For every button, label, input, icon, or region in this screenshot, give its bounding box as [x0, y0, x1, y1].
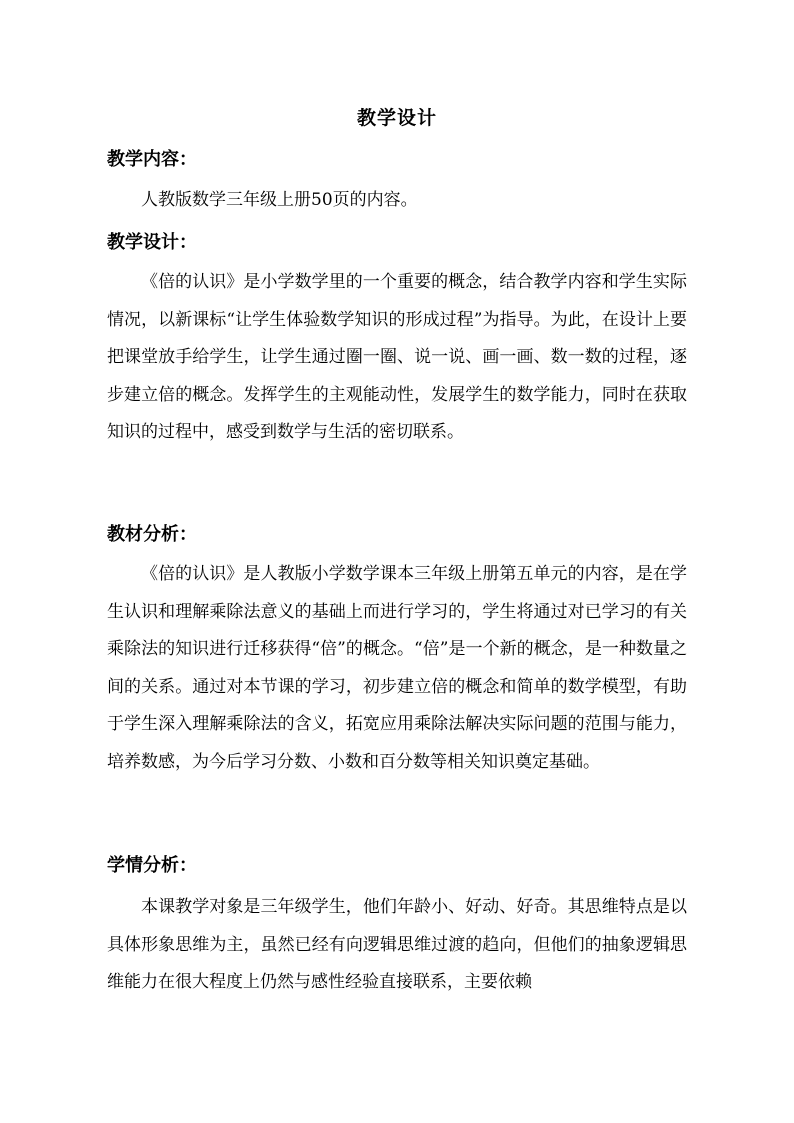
- paragraph-teaching-design: 《倍的认识》是小学数学里的一个重要的概念，结合教学内容和学生实际情况，以新课标“让学生体验数学知识的形成过程”为指导。为此，在设计上要把课堂放手给学生，让学生通过圈一圈、说一说、画一画、数一数的过程，逐步建立倍的概念。发挥学生的主观能动性，发展学生的数学能力，同时在获取知识的过程中，感受到数学与生活的密切联系。: [107, 272, 687, 442]
- section-heading-teaching-content: 教学内容：: [107, 149, 197, 170]
- document-title: 教学设计: [356, 107, 437, 129]
- paragraph-material-analysis: 《倍的认识》是人教版小学数学课本三年级上册第五单元的内容，是在学生认识和理解乘除法意义的基础上而进行学习的，学生将通过对已学习的有关乘除法的知识进行迁移获得“倍”的概念。“倍”是一个新的概念，是一种数量之间的关系。通过对本节课的学习，初步建立倍的概念和简单的数学模型，有助于学生深入理解乘除法的含义，拓宽应用乘除法解决实际问题的范围与能力，培养数感，为今后学习分数、小数和百分数等相关知识奠定基础。: [107, 564, 687, 772]
- section-heading-material-analysis: 教材分析：: [107, 524, 197, 545]
- paragraph-teaching-content: 人教版数学三年级上册50页的内容。: [141, 190, 418, 210]
- paragraph-learner-analysis: 本课教学对象是三年级学生，他们年龄小、好动、好奇。其思维特点是以具体形象思维为主，虽然已经有向逻辑思维过渡的趋向，但他们的抽象逻辑思维能力在很大程度上仍然与感性经验直接联系，主要依赖: [107, 897, 687, 992]
- section-heading-teaching-design: 教学设计：: [107, 232, 197, 253]
- section-heading-learner-analysis: 学情分析：: [107, 855, 197, 876]
